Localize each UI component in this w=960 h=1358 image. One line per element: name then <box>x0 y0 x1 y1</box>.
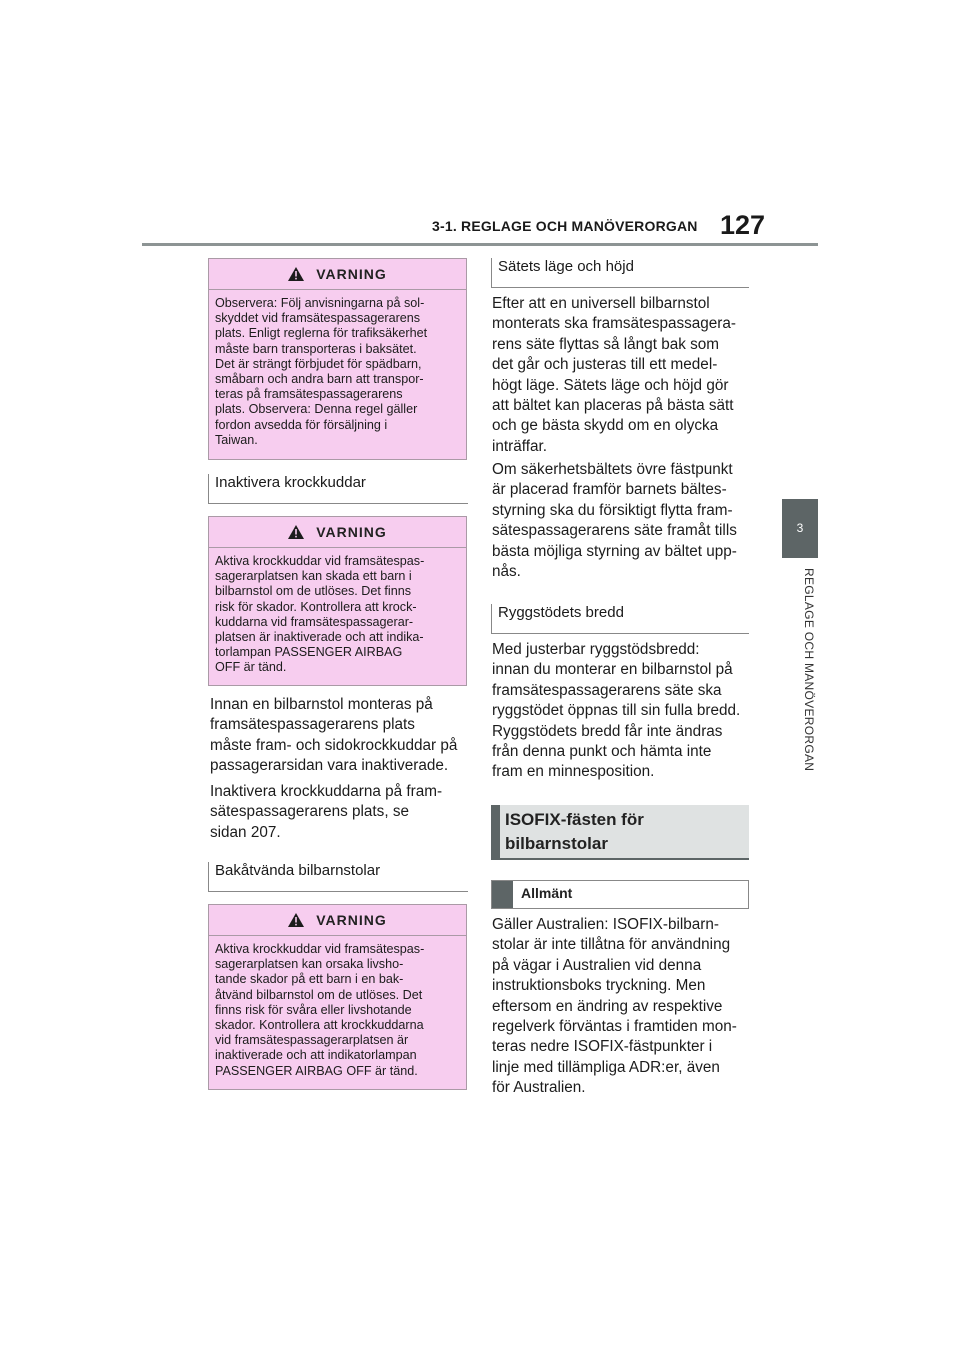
warning-header <box>209 517 466 547</box>
section-title: 3-1. REGLAGE OCH MANÖVERORGAN <box>432 218 698 234</box>
subheading: Bakåtvända bilbarnstolar <box>208 862 468 892</box>
warning-triangle-icon <box>288 913 304 927</box>
warning-box <box>208 904 467 1090</box>
section-heading-bar <box>491 805 500 858</box>
warning-text: Aktiva krockkuddar vid framsätespas- sagerarplatsen kan skada ett barn i bilbarnstol om de utlöses. Det finns risk för skador. Kontrollera att krock- kuddarna vid framsätespassagerar- platsen är inaktiverade och att indika- torlampan PASSENGER AIRBAG OFF är tänd. <box>215 554 425 675</box>
warning-box <box>208 516 467 686</box>
page-number: 127 <box>720 210 766 240</box>
section-heading <box>491 805 749 860</box>
body-paragraph: Med justerbar ryggstödsbredd: innan du monterar en bilbarnstol på framsätespassagerarens säte ska ryggstödet öppnas till sin fulla bredd. Ryggstödets bredd får inte ändras från denna punkt och hämta inte fram en minnesposition. <box>492 641 741 781</box>
body-paragraph: Efter att en universell bilbarnstol monterats ska framsätespassagera- rens säte flyttas så långt bak som det går och justeras till ett medel- högt läge. Sätets läge och höjd gör att bältet kan placeras på bästa sätt och ge bästa skydd om en olycka inträffar. <box>492 295 737 455</box>
body-paragraph: Inaktivera krockkuddarna på fram- sätespassagerarens plats, se sidan 207. <box>210 783 443 841</box>
warning-text: Observera: Följ anvisningarna på sol- skyddet vid framsätespassagerarens plats. Enligt reglerna för trafiksäkerhet måste barn transporteras i baksätet. Det är strängt förbjudet för spädbarn, småbarn och andra barn att transpor- teras på framsätespassagerarens plats. Observera: Denna regel gäller fordon avsedda för försäljning i Taiwan. <box>215 296 428 447</box>
warning-label: VARNING <box>316 524 387 540</box>
warning-header <box>209 905 466 935</box>
body-paragraph: Om säkerhetsbältets övre fästpunkt är placerad framför barnets bältes- styrning ska du försiktigt flytta fram- sätespassagerarens säte framåt tills bästa möjliga styrning av bältet upp- nås. <box>492 461 737 581</box>
chapter-number: 3 <box>796 521 804 535</box>
chapter-tab <box>782 499 818 558</box>
warning-text: Aktiva krockkuddar vid framsätespas- sagerarplatsen kan orsaka livsho- tande skador på ett barn i en bak- åtvänd bilbarnstol om de utlöses. Det finns risk för svåra eller livshotande skador. Kontrollera att krockkuddarna vid framsätespassagerarplatsen är inaktiverade och att indikatorlampan PASSENGER AIRBAG OFF är tänd. <box>215 942 425 1078</box>
topic-heading-bar <box>492 881 513 908</box>
warning-divider <box>209 935 466 936</box>
body-paragraph: Innan en bilbarnstol monteras på framsätespassagerarens plats måste fram- och sidokrockkuddar på passagerarsidan vara inaktiverade. <box>210 696 458 775</box>
warning-divider <box>209 289 466 290</box>
chapter-label: REGLAGE OCH MANÖVERORGAN <box>802 568 816 772</box>
warning-label: VARNING <box>316 266 387 282</box>
warning-triangle-icon <box>288 267 304 281</box>
warning-divider <box>209 547 466 548</box>
warning-header <box>209 259 466 289</box>
warning-label: VARNING <box>316 912 387 928</box>
warning-triangle-icon <box>288 525 304 539</box>
warning-box <box>208 258 467 460</box>
body-paragraph: Gäller Australien: ISOFIX-bilbarn- stolar är inte tillåtna för användning på vägar i Australien vid denna instruktionsboks tryckning. Men eftersom en ändring av respektive regelverk förväntas i framtiden mon- teras nedre ISOFIX-fästpunkter i linje med tillämpliga ADR:er, även för Australien. <box>492 916 737 1097</box>
header-rule <box>142 243 818 246</box>
section-heading-text: ISOFIX-fästen för bilbarnstolar <box>505 810 644 853</box>
subheading: Inaktivera krockkuddar <box>208 474 468 504</box>
subheading: Ryggstödets bredd <box>491 604 749 634</box>
topic-heading <box>491 880 749 909</box>
topic-heading-text: Allmänt <box>521 885 573 901</box>
subheading: Sätets läge och höjd <box>491 258 749 288</box>
